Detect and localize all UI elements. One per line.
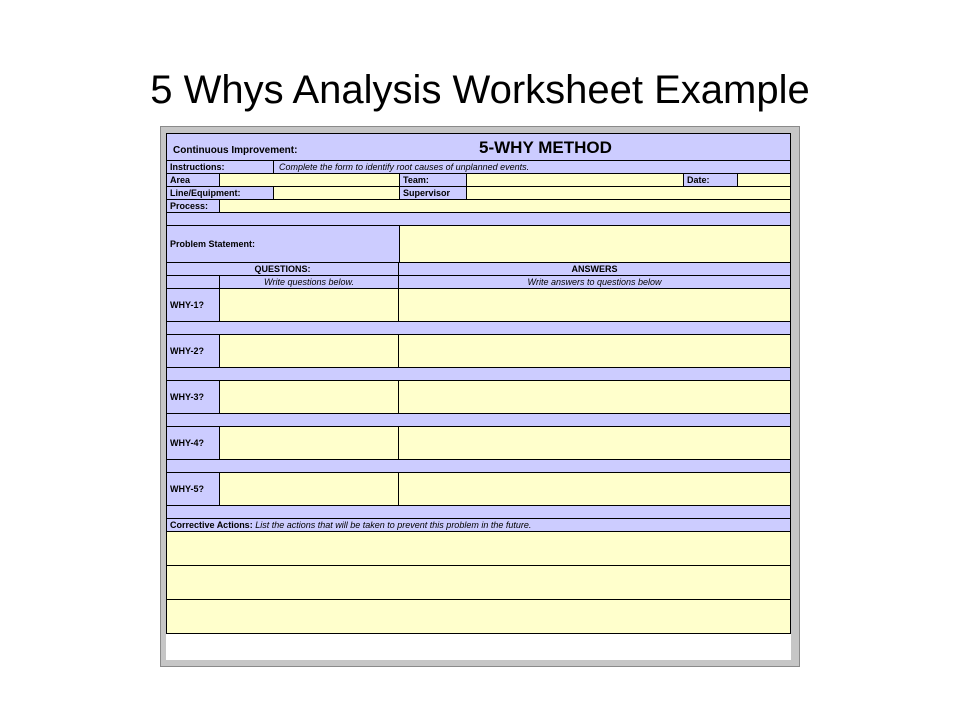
- problem-statement-field[interactable]: [400, 226, 791, 263]
- date-label: Date:: [684, 174, 738, 187]
- why-2-answer-field[interactable]: [399, 335, 791, 368]
- questions-hint: Write questions below.: [220, 276, 399, 289]
- corrective-action-field-3[interactable]: [167, 600, 791, 634]
- problem-statement-text: Problem Statement:: [170, 239, 256, 249]
- why-4-label: WHY-4?: [167, 427, 220, 460]
- area-label: Area: [167, 174, 220, 187]
- supervisor-label: Supervisor: [400, 187, 467, 200]
- supervisor-field[interactable]: [467, 187, 791, 200]
- spacer-row: [167, 460, 791, 473]
- slide-title: 5 Whys Analysis Worksheet Example: [150, 68, 810, 112]
- why-2-question-field[interactable]: [220, 335, 399, 368]
- continuous-improvement-label: Continuous Improvement:: [173, 145, 298, 156]
- corrective-actions-label: Corrective Actions:: [170, 520, 253, 530]
- corrective-actions-header: [167, 519, 791, 532]
- corrective-action-field-1[interactable]: [167, 532, 791, 566]
- why-5-label: WHY-5?: [167, 473, 220, 506]
- spacer-row: [167, 322, 791, 335]
- spacer-row: [167, 414, 791, 427]
- why-3-answer-field[interactable]: [399, 381, 791, 414]
- five-why-form: [166, 133, 791, 263]
- spacer-row: [167, 213, 791, 226]
- why-4-answer-field[interactable]: [399, 427, 791, 460]
- corrective-action-field-2[interactable]: [167, 566, 791, 600]
- date-field[interactable]: [738, 174, 791, 187]
- why-2-label: WHY-2?: [167, 335, 220, 368]
- why-1-answer-field[interactable]: [399, 289, 791, 322]
- worksheet-header: [167, 134, 791, 161]
- why-3-question-field[interactable]: [220, 381, 399, 414]
- why-5-question-field[interactable]: [220, 473, 399, 506]
- questions-header: QUESTIONS:: [167, 263, 399, 276]
- why-4-question-field[interactable]: [220, 427, 399, 460]
- why-section: [166, 262, 791, 634]
- team-field[interactable]: [467, 174, 684, 187]
- line-equipment-label: Line/Equipment:: [167, 187, 274, 200]
- corrective-actions-hint: List the actions that will be taken to prevent this problem in the future.: [255, 520, 532, 530]
- spacer-row: [167, 368, 791, 381]
- why-5-answer-field[interactable]: [399, 473, 791, 506]
- problem-statement-label: [167, 226, 400, 263]
- process-label: Process:: [167, 200, 220, 213]
- instructions-label: Instructions:: [167, 161, 274, 174]
- instructions-text: Complete the form to identify root causes of unplanned events.: [274, 161, 791, 174]
- method-title: 5-WHY METHOD: [479, 138, 612, 157]
- process-field[interactable]: [220, 200, 791, 213]
- answers-header: ANSWERS: [399, 263, 791, 276]
- area-field[interactable]: [220, 174, 400, 187]
- worksheet: [166, 133, 791, 660]
- hint-spacer: [167, 276, 220, 289]
- spacer-row: [167, 506, 791, 519]
- line-equipment-field[interactable]: [274, 187, 400, 200]
- why-3-label: WHY-3?: [167, 381, 220, 414]
- why-1-label: WHY-1?: [167, 289, 220, 322]
- why-1-question-field[interactable]: [220, 289, 399, 322]
- team-label: Team:: [400, 174, 467, 187]
- answers-hint: Write answers to questions below: [399, 276, 791, 289]
